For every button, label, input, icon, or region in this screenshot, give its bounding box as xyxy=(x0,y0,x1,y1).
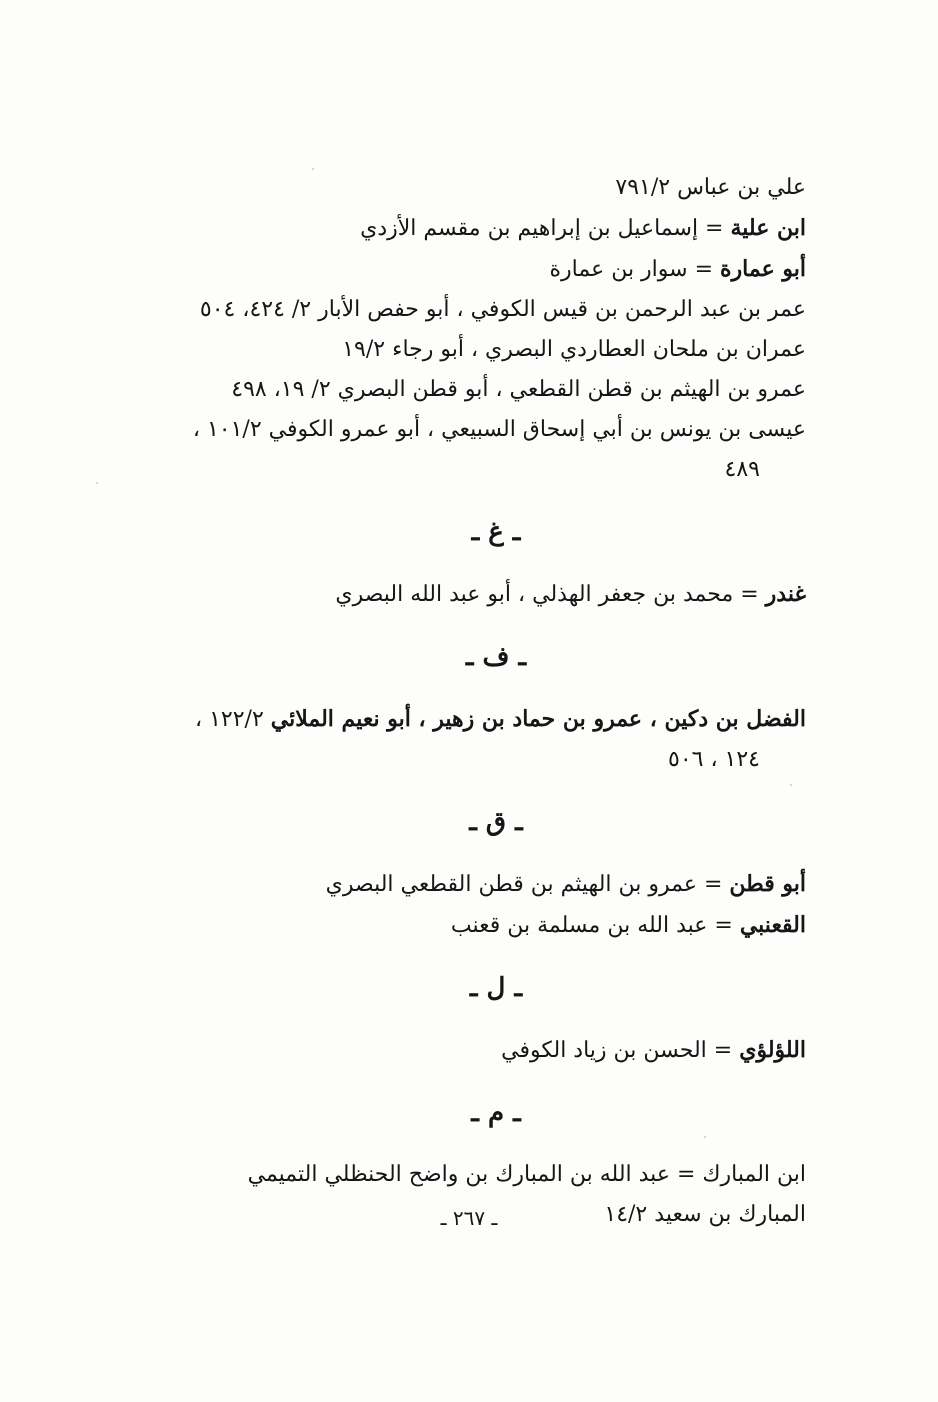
entry-reference: ٧٩١/٢ xyxy=(615,175,671,200)
index-entry xyxy=(156,1030,806,1071)
page-number: ـ ٢٦٧ ـ xyxy=(440,1206,498,1230)
entry-reference: ١٢٢/٢ ، xyxy=(194,707,264,732)
index-entry xyxy=(156,699,806,740)
entry-reference: = سوار بن عمارة xyxy=(549,257,714,282)
index-entries-top xyxy=(156,168,806,1235)
index-entry xyxy=(156,249,806,290)
index-entry xyxy=(156,864,806,905)
entry-name: أبو قطن xyxy=(729,871,806,897)
entry-reference: = عبد الله بن مسلمة بن قعنب xyxy=(450,913,733,938)
index-entry xyxy=(156,1155,806,1195)
entry-name: علي بن عباس xyxy=(677,175,806,200)
entry-name: القعنبي xyxy=(739,912,806,938)
entry-name: الفضل بن دكين ، عمرو بن حماد بن زهير ، أبو نعيم الملائي xyxy=(270,706,806,732)
scan-speck xyxy=(312,168,314,170)
entry-reference: = عبد الله بن المبارك بن واضح الحنظلي التميمي xyxy=(247,1162,696,1187)
index-entry xyxy=(156,574,806,615)
entry-name: عمرو بن الهيثم بن قطن القطعي ، أبو قطن البصري xyxy=(337,377,806,402)
index-entry xyxy=(156,905,806,946)
index-entry xyxy=(156,410,806,450)
entry-reference: = محمد بن جعفر الهذلي ، أبو عبد الله البصري xyxy=(335,582,759,607)
index-entry xyxy=(156,370,806,410)
entry-name: ابن علية xyxy=(730,215,806,241)
entry-name: عمر بن عبد الرحمن بن قيس الكوفي ، أبو حفص الأبار xyxy=(318,297,806,322)
scan-speck xyxy=(704,1136,706,1138)
scan-speck xyxy=(790,784,792,786)
entry-reference: ١٠١/٢ ، xyxy=(192,417,262,442)
entry-reference: ٢/ ١٩، ٤٩٨ xyxy=(231,377,331,402)
index-entry xyxy=(156,168,806,208)
entry-reference: = الحسن بن زياد الكوفي xyxy=(501,1038,733,1063)
section-heading-lam: ـ ل ـ xyxy=(469,973,523,1003)
index-entry xyxy=(156,208,806,249)
entry-name: المبارك بن سعيد xyxy=(654,1202,806,1227)
section-heading-fa: ـ ف ـ xyxy=(465,642,527,672)
section-heading-qaf: ـ ق ـ xyxy=(469,807,523,837)
index-entry xyxy=(156,290,806,330)
entry-name: عيسى بن يونس بن أبي إسحاق السبيعي ، أبو عمرو الكوفي xyxy=(268,417,806,442)
entry-reference: ١٤/٢ xyxy=(604,1202,648,1227)
section-heading-ghain: ـ غ ـ xyxy=(471,517,521,547)
scan-speck xyxy=(96,482,98,484)
entry-reference: ١٩/٢ xyxy=(342,337,386,362)
index-entry-continuation: ١٢٤ ، ٥٠٦ xyxy=(668,747,760,772)
entry-name: غندر xyxy=(765,581,806,607)
index-entry xyxy=(156,330,806,370)
entry-name: اللؤلؤي xyxy=(739,1037,806,1063)
entry-reference: = عمرو بن الهيثم بن قطن القطعي البصري xyxy=(325,872,723,897)
entry-name: أبو عمارة xyxy=(720,256,806,282)
entry-name: عمران بن ملحان العطاردي البصري ، أبو رجاء xyxy=(392,337,806,362)
index-entry-continuation: ٤٨٩ xyxy=(724,457,760,482)
section-heading-mim: ـ م ـ xyxy=(471,1098,521,1128)
entry-reference: ٢/ ٤٢٤، ٥٠٤ xyxy=(199,297,312,322)
entry-reference: = إسماعيل بن إبراهيم بن مقسم الأزدي xyxy=(360,216,724,241)
entry-name: ابن المبارك xyxy=(702,1162,806,1187)
